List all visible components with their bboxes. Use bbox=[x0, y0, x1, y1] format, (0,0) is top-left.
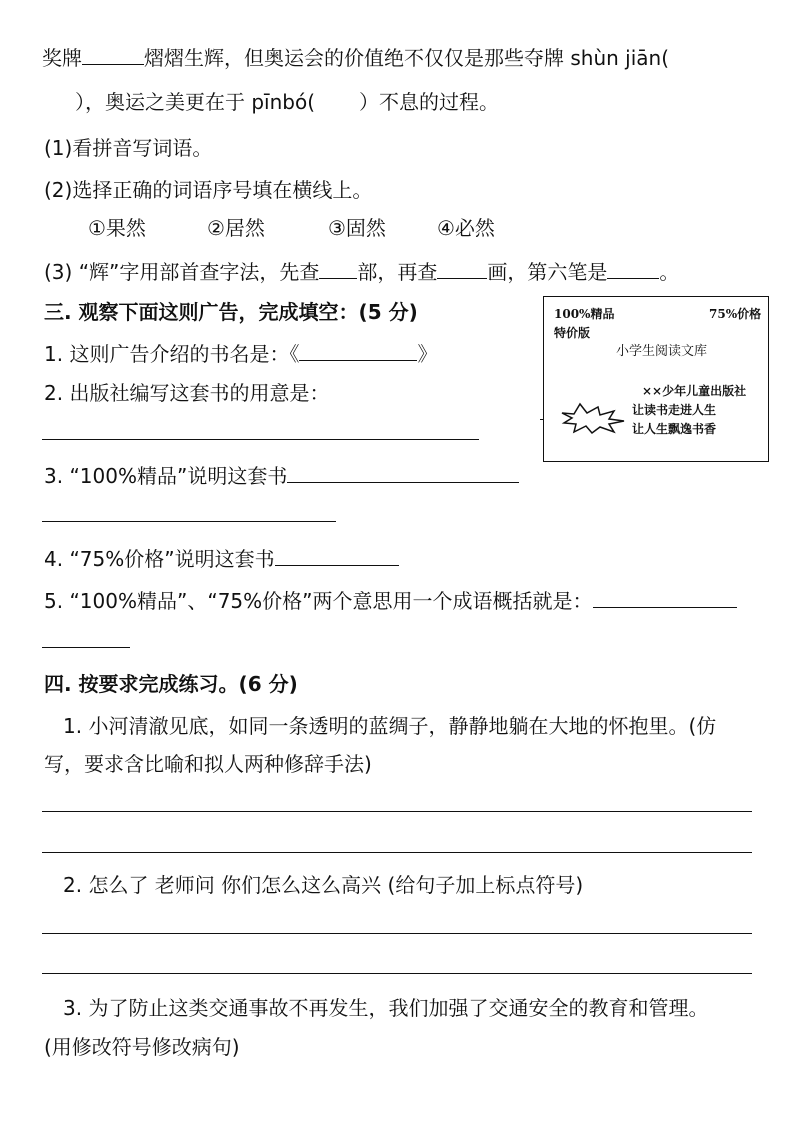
question-3-text: 部，再查 bbox=[357, 260, 438, 284]
section-4-q2: 2. 怎么了 老师问 你们怎么这么高兴 (给句子加上标点符号) bbox=[63, 873, 584, 897]
section-3-heading: 三. 观察下面这则广告，完成填空：(5 分) bbox=[44, 300, 418, 324]
strokes-blank[interactable] bbox=[437, 258, 487, 279]
section-4-q1-line-2: 写，要求含比喻和拟人两种修辞手法) bbox=[44, 752, 372, 776]
ad-slogan-1: 让读书走进人生 bbox=[632, 403, 717, 417]
question-2: (2)选择正确的词语序号填在横线上。 bbox=[44, 178, 373, 202]
section-4-q1-line-1: 1. 小河清澈见底，如同一条透明的蓝绸子，静静地躺在大地的怀抱里。(仿 bbox=[63, 714, 717, 738]
option-2: ②居然 bbox=[207, 216, 265, 240]
sixth-stroke-blank[interactable] bbox=[607, 258, 659, 279]
book-title-blank[interactable] bbox=[299, 340, 417, 361]
ad-book-title: 小学生阅读文库 bbox=[616, 344, 708, 359]
section-3-q1 bbox=[44, 340, 437, 367]
question-3-text: 。 bbox=[659, 260, 680, 284]
ad-publisher: ××少年儿童出版社 bbox=[642, 384, 747, 398]
starburst-icon bbox=[560, 401, 628, 435]
section-3-q5-text: 5. “100%精品”、“75%价格”两个意思用一个成语概括就是： bbox=[44, 589, 593, 613]
passage-text: ），奥运之美更在于 pīnbó( bbox=[75, 90, 316, 114]
answer-line[interactable] bbox=[42, 852, 752, 853]
passage-text: 熠熠生辉，但奥运会的价值绝不仅仅是那些夺牌 shùn jiān( bbox=[144, 46, 670, 70]
section-3-q5 bbox=[44, 587, 737, 614]
answer-line[interactable] bbox=[42, 973, 752, 974]
section-3-q4-text: 4. “75%价格”说明这套书 bbox=[44, 547, 275, 571]
answer-blank[interactable] bbox=[82, 44, 144, 65]
answer-line[interactable] bbox=[42, 933, 752, 934]
passage-line-2 bbox=[75, 89, 499, 115]
option-1: ①果然 bbox=[88, 216, 146, 240]
answer-blank[interactable] bbox=[287, 462, 519, 483]
section-4-q3-line-2: (用修改符号修改病句) bbox=[44, 1035, 240, 1059]
answer-line[interactable] bbox=[42, 439, 479, 440]
ad-special: 特价版 bbox=[554, 326, 591, 340]
ad-slogan-2: 让人生飘逸书香 bbox=[632, 422, 717, 436]
ad-price: 75%价格 bbox=[709, 307, 762, 321]
section-3-q1-text: 1. 这则广告介绍的书名是：《 bbox=[44, 342, 300, 366]
section-3-q2: 2. 出版社编写这套书的用意是： bbox=[44, 381, 330, 405]
ad-pointer-tick bbox=[540, 419, 544, 420]
option-3: ③固然 bbox=[328, 216, 386, 240]
question-3-text: 画，第六笔是 bbox=[487, 260, 608, 284]
section-3-q1-text: 》 bbox=[417, 342, 438, 366]
passage-line-1 bbox=[42, 44, 669, 71]
idiom-blank[interactable] bbox=[593, 587, 737, 608]
section-4-heading: 四. 按要求完成练习。(6 分) bbox=[44, 672, 298, 696]
answer-line[interactable] bbox=[42, 811, 752, 812]
question-3 bbox=[44, 258, 679, 285]
ad-quality: 100%精品 bbox=[554, 307, 615, 321]
option-4: ④必然 bbox=[437, 216, 495, 240]
section-3-q3-text: 3. “100%精品”说明这套书 bbox=[44, 464, 288, 488]
section-3-q3 bbox=[44, 462, 519, 489]
section-3-q4 bbox=[44, 545, 399, 572]
passage-text: ）不息的过程。 bbox=[359, 90, 500, 114]
answer-blank[interactable] bbox=[275, 545, 399, 566]
question-1: (1)看拼音写词语。 bbox=[44, 136, 213, 160]
radical-blank[interactable] bbox=[319, 258, 357, 279]
section-4-q3-line-1: 3. 为了防止这类交通事故不再发生，我们加强了交通安全的教育和管理。 bbox=[63, 996, 709, 1020]
answer-line[interactable] bbox=[42, 647, 130, 648]
answer-line[interactable] bbox=[42, 521, 336, 522]
question-3-text: (3) “辉”字用部首查字法，先查 bbox=[44, 260, 320, 284]
passage-text: 奖牌 bbox=[42, 46, 82, 70]
advertisement-box bbox=[543, 296, 769, 462]
